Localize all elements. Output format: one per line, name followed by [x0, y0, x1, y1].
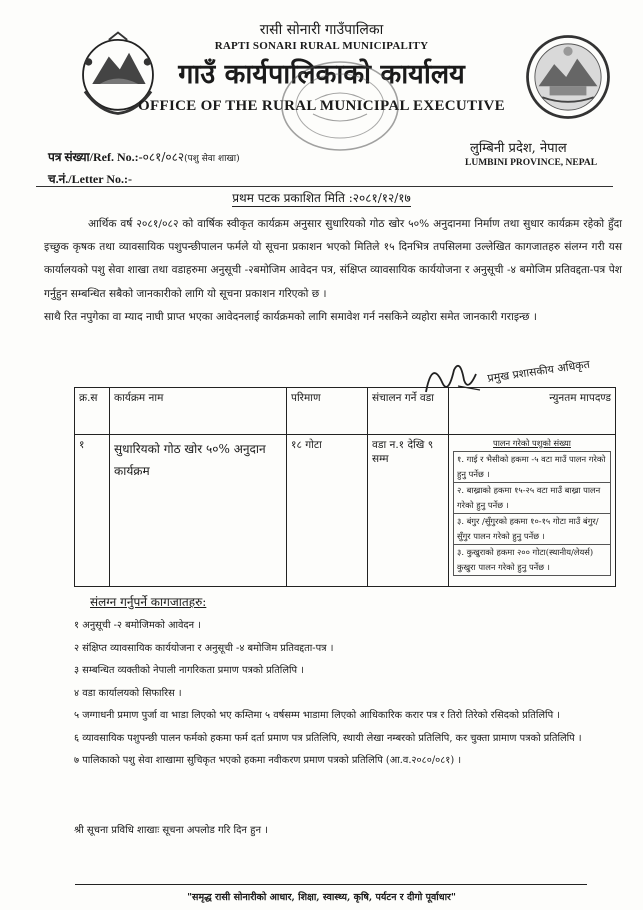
municipality-name-en: RAPTI SONARI RURAL MUNICIPALITY: [214, 40, 429, 52]
notice-paragraph-2: साथै रित नपुगेका वा म्याद नाघी प्राप्त भएका आवेदनलाई कार्यक्रमको लागि समावेश गर्न नसकिने व्यहोरा समेत जानकारी गराइन्छ ।: [44, 310, 537, 323]
col-ward: संचालन गर्ने वडा: [368, 388, 449, 435]
reference-number: [48, 148, 240, 165]
notice-paragraph-1: आर्थिक वर्ष २०८१/०८२ को वार्षिक स्वीकृत कार्यक्रम अनुसार सुधारियको गोठ खोर ५०% अनुदानमा निर्माण तथा सुधार कार्यक्रम रहेको हुँदा इच्छुक कृषक तथा व्यावसायिक पशुपन्छीपालन फर्मले यो सूचना प्रकाशन भएको मितिले १५ दिनभित्र तपसिलमा उल्लेखित कागजातहरु संलग्न गरी यस कार्यालयको पशु सेवा शाखा तथा वडाहरुमा अनुसूची -२बमोजिम आवेदन पत्र, संक्षिप्त व्यावसायिक कार्ययोजना र अनुसूची -४ बमोजिम प्रतिवद्दता-पत्र पेश गर्नुहुन सम्बन्धित सबैको जानकारीको लागि यो सूचना प्रकाशन गरिएको छ ।: [44, 218, 622, 300]
office-title-np: गाउँ कार्यपालिकाको कार्यालय: [178, 59, 465, 90]
office-title-en: OFFICE OF THE RURAL MUNICIPAL EXECUTIVE: [138, 98, 505, 114]
ref-value: ०८१/०८२: [142, 150, 185, 164]
col-quantity: परिमाण: [287, 388, 368, 435]
province-np: लुम्बिनी प्रदेश, नेपाल: [470, 141, 567, 156]
footer-divider: [75, 884, 587, 885]
signature-title: प्रमुख प्रशासकीय अधिकृत: [486, 357, 591, 385]
row-quantity: १८ गोटा: [287, 435, 368, 587]
criteria-item: २. बाख्राको हकमा १५-२५ वटा माउँ बाख्रा पालन गरेको हुनु पर्नेछ ।: [453, 482, 611, 513]
ref-label: पत्र संख्या/Ref. No.:-: [48, 150, 143, 164]
attachments-title: संलग्न गर्नुपर्ने कागजातहरु:: [90, 595, 207, 609]
col-sn: क्र.स: [75, 388, 110, 435]
publication-date: [0, 189, 643, 206]
criteria-title: पालन गरेको पशुको संख्या: [493, 438, 571, 448]
list-item: ७ पालिकाको पशु सेवा शाखामा सुचिकृत भएको हकमा नवीकरण प्रमाण पत्रको प्रतिलिपि (आ.व.२०८०/०८१) ।: [74, 755, 462, 766]
municipality-name-np: रासी सोनारी गाउँपालिका: [259, 22, 384, 38]
publication-date-text: प्रथम पटक प्रकाशित मिति :२०८१/१२/१७: [232, 191, 411, 205]
col-criteria: न्युनतम मापदण्ड: [449, 388, 616, 435]
criteria-item: ३. कुखुराको हकमा २०० गोटा(स्थानीय/लेयर्स) कुखुरा पालन गरेको हुनु पर्नेछ ।: [453, 544, 611, 576]
header-divider: [36, 186, 613, 187]
criteria-item: ३. बंगुर /सुँगुरको हकमा १०-१५ गोटा माउँ बंगुर/ सुँगुर पालन गरेको हुनु पर्नेछ ।: [453, 513, 611, 544]
row-ward: वडा न.१ देखि ९ सम्म: [368, 435, 449, 587]
it-section-note: श्री सूचना प्रविधि शाखाः सूचना अपलोड गरि दिन हुन ।: [74, 825, 268, 836]
footer-slogan: "समृद्ध रासी सोनारीको आधार, शिक्षा, स्वास्थ्य, कृषि, पर्यटन र दीगो पूर्वाधार": [187, 892, 456, 903]
notice-body: [44, 213, 622, 329]
list-item: ६ व्यावसायिक पशुपन्छी पालन फर्मको हकमा फर्म दर्ता प्रमाण पत्र प्रतिलिपि, स्थायी लेखा नम्बरको प्रतिलिपि, कर चुक्ता प्रामाण पत्रको प्रतिलिपि ।: [74, 732, 582, 744]
province-en: LUMBINI PROVINCE, NEPAL: [465, 158, 598, 168]
table-row: [75, 435, 616, 587]
table-header-row: [75, 388, 616, 435]
list-item: २ संक्षिप्त व्यावसायिक कार्ययोजना र अनुसूची -४ बमोजिम प्रतिवद्दता-पत्र ।: [74, 642, 334, 654]
row-criteria: [449, 435, 616, 587]
attachments-list: [74, 615, 626, 773]
criteria-item: १. गाई र भैसीको हकमा -५ वटा माउँ पालन गरेको हुनु पर्नेछ ।: [453, 451, 611, 482]
col-program-name: कार्यक्रम नाम: [110, 388, 287, 435]
list-item: ५ जग्गाधनी प्रमाण पुर्जा वा भाडा लिएको भए कम्तिमा ५ वर्षसम्म भाडामा लिएको आधिकारिक करार पत्र र तिरो तिरेको रसिदको प्रतिलिपि ।: [74, 710, 560, 721]
program-table: [74, 387, 616, 587]
letter-number-label: च.नं./Letter No.:-: [48, 172, 133, 186]
ref-section: (पशु सेवा शाखा): [184, 154, 240, 164]
row-program-name: सुधारियको गोठ खोर ५०% अनुदान कार्यक्रम: [110, 435, 287, 587]
list-item: १ अनुसूची -२ बमोजिमको आवेदन ।: [74, 620, 201, 631]
list-item: ३ सम्बन्धित व्यक्तीको नेपाली नागरिकता प्रमाण पत्रको प्रतिलिपि ।: [74, 665, 304, 676]
row-sn: १: [75, 435, 110, 587]
list-item: ४ वडा कार्यालयको सिफारिस ।: [74, 687, 182, 699]
